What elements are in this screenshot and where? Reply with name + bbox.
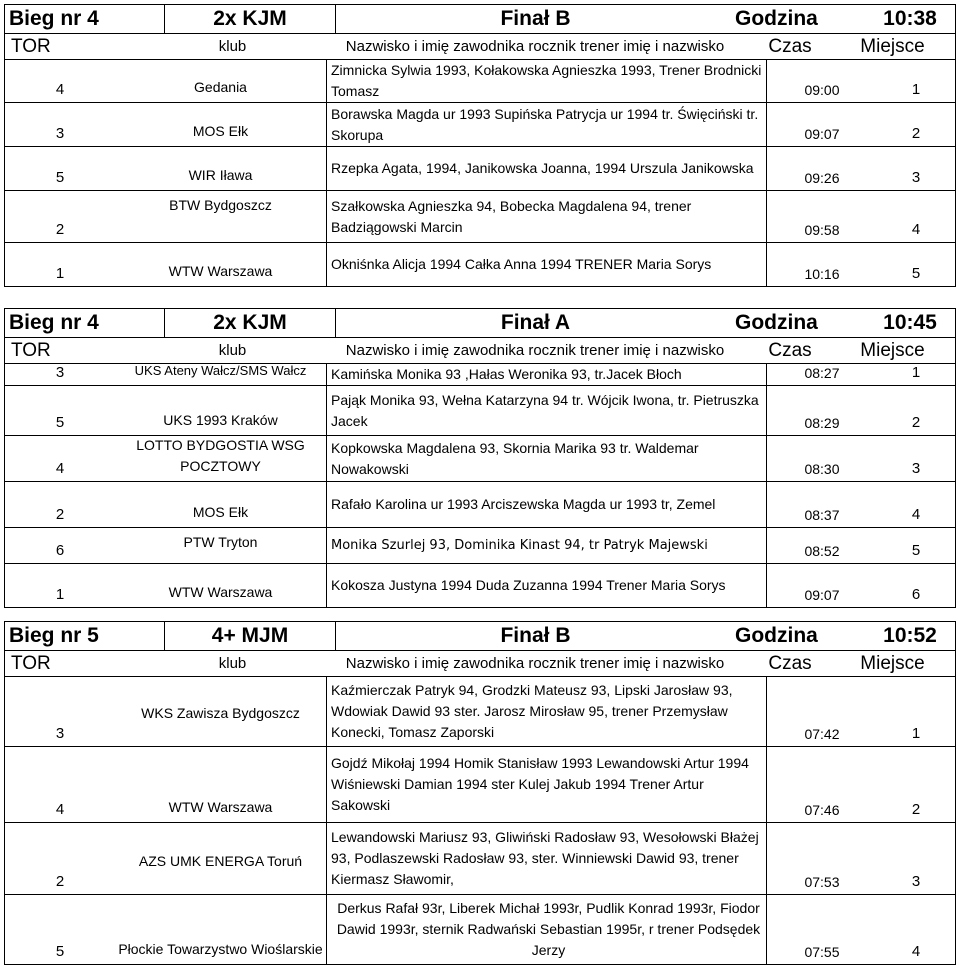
time: 07:42 xyxy=(804,726,840,742)
club: WKS Zawisza Bydgoszcz xyxy=(115,677,327,746)
lane: 2 xyxy=(55,506,65,523)
race-number: Bieg nr 5 xyxy=(5,622,165,650)
crew: Zimnicka Sylwia 1993, Kołakowska Agnieszka 1993, Trener Brodnicki Tomasz xyxy=(327,60,767,102)
place: 1 xyxy=(911,725,921,742)
lane: 4 xyxy=(55,81,65,98)
lane: 3 xyxy=(55,725,65,742)
club: LOTTO BYDGOSTIA WSG POCZTOWY xyxy=(115,436,327,481)
lane: 3 xyxy=(55,364,65,381)
col-czas: Czas xyxy=(768,339,812,361)
place: 1 xyxy=(911,81,921,98)
place: 2 xyxy=(911,801,921,818)
place: 3 xyxy=(911,169,921,186)
crew: Rafało Karolina ur 1993 Arciszewska Magda ur 1993 tr, Zemel xyxy=(327,482,767,527)
crew: Monika Szurlej 93, Dominika Kinast 94, tr Patryk Majewski xyxy=(327,528,767,563)
crew: Kaźmierczak Patryk 94, Grodzki Mateusz 93, Lipski Jarosław 93, Wdowiak Dawid 93 ster. Jarosz Mirosław 95, trener Przemysław Konecki, Tomasz Zaporski xyxy=(327,677,767,746)
crew: Lewandowski Mariusz 93, Gliwiński Radosław 93, Wesołowski Błażej 93, Podlaszewski Radosław 93, ster. Winniewski Dawid 93, trener Kiermasz Sławomir, xyxy=(327,823,767,894)
race-category: 2x KJM xyxy=(165,5,336,33)
place: 5 xyxy=(911,265,921,282)
time-label: Godzina xyxy=(735,624,818,647)
place: 3 xyxy=(911,873,921,890)
lane: 4 xyxy=(55,801,65,818)
place: 6 xyxy=(911,586,921,603)
time: 07:46 xyxy=(804,802,840,818)
race-section-2 xyxy=(4,308,956,608)
lane: 4 xyxy=(55,460,65,477)
time: 09:58 xyxy=(804,222,840,238)
table-row xyxy=(4,364,956,386)
race-category: 2x KJM xyxy=(165,309,336,337)
club: UKS Ateny Wałcz/SMS Wałcz xyxy=(115,364,327,385)
crew: Kopkowska Magdalena 93, Skornia Marika 93 tr. Waldemar Nowakowski xyxy=(327,436,767,481)
col-klub: klub xyxy=(218,342,247,359)
col-klub: klub xyxy=(218,655,247,672)
race-section-3 xyxy=(4,621,956,965)
table-row xyxy=(4,482,956,528)
lane: 2 xyxy=(55,873,65,890)
lane: 5 xyxy=(55,169,65,186)
club: UKS 1993 Kraków xyxy=(115,386,327,435)
crew: Gojdź Mikołaj 1994 Homik Stanisław 1993 Lewandowski Artur 1994 Wiśniewski Damian 1994 ster Kulej Jakub 1994 Trener Artur Sakowski xyxy=(327,747,767,822)
col-tor: TOR xyxy=(11,35,51,57)
time-label: Godzina xyxy=(735,7,818,30)
time: 08:30 xyxy=(804,461,840,477)
lane: 5 xyxy=(55,943,65,960)
place: 4 xyxy=(911,943,921,960)
lane: 1 xyxy=(55,586,65,603)
club: WIR Iława xyxy=(115,147,327,190)
club: MOS Ełk xyxy=(115,482,327,527)
col-klub: klub xyxy=(218,38,247,55)
race-number: Bieg nr 4 xyxy=(5,309,165,337)
race-header xyxy=(4,621,956,651)
time: 08:27 xyxy=(804,365,840,381)
crew: Okniśnka Alicja 1994 Całka Anna 1994 TRENER Maria Sorys xyxy=(327,243,767,286)
time: 09:07 xyxy=(804,126,840,142)
crew: Kamińska Monika 93 ,Hałas Weronika 93, tr.Jacek Błoch xyxy=(327,364,767,385)
club: WTW Warszawa xyxy=(115,564,327,607)
table-row xyxy=(4,60,956,103)
club: WTW Warszawa xyxy=(115,243,327,286)
table-row xyxy=(4,147,956,191)
col-tor: TOR xyxy=(11,339,51,361)
time: 09:00 xyxy=(804,82,840,98)
table-row xyxy=(4,528,956,564)
table-row xyxy=(4,243,956,287)
club: Gedania xyxy=(115,60,327,102)
table-row xyxy=(4,191,956,243)
col-czas: Czas xyxy=(768,652,812,674)
time-label: Godzina xyxy=(735,311,818,334)
time: 08:52 xyxy=(804,543,840,559)
place: 2 xyxy=(911,414,921,431)
col-name: Nazwisko i imię zawodnika rocznik trener imię i nazwisko xyxy=(345,655,725,672)
time: 07:55 xyxy=(804,944,840,960)
table-row xyxy=(4,564,956,608)
table-row xyxy=(4,103,956,147)
lane: 5 xyxy=(55,414,65,431)
column-header xyxy=(4,34,956,60)
lane: 3 xyxy=(55,125,65,142)
col-name: Nazwisko i imię zawodnika rocznik trener imię i nazwisko xyxy=(345,342,725,359)
col-miejsce: Miejsce xyxy=(860,339,925,361)
table-row xyxy=(4,677,956,747)
race-time: 10:45 xyxy=(883,311,937,334)
race-final: Finał B xyxy=(500,7,571,30)
col-miejsce: Miejsce xyxy=(860,652,925,674)
time: 09:07 xyxy=(804,587,840,603)
crew: Kokosza Justyna 1994 Duda Zuzanna 1994 Trener Maria Sorys xyxy=(327,564,767,607)
race-number: Bieg nr 4 xyxy=(5,5,165,33)
crew: Rzepka Agata, 1994, Janikowska Joanna, 1994 Urszula Janikowska xyxy=(327,147,767,190)
table-row xyxy=(4,386,956,436)
time: 08:37 xyxy=(804,507,840,523)
lane: 2 xyxy=(55,221,65,238)
column-header xyxy=(4,651,956,677)
lane: 1 xyxy=(55,265,65,282)
crew: Borawska Magda ur 1993 Supińska Patrycja ur 1994 tr. Święciński tr. Skorupa xyxy=(327,103,767,146)
table-row xyxy=(4,747,956,823)
crew: Szałkowska Agnieszka 94, Bobecka Magdalena 94, trener Badziągowski Marcin xyxy=(327,191,767,242)
col-tor: TOR xyxy=(11,652,51,674)
place: 5 xyxy=(911,542,921,559)
place: 3 xyxy=(911,460,921,477)
table-row xyxy=(4,823,956,895)
time: 10:16 xyxy=(804,266,840,282)
place: 4 xyxy=(911,221,921,238)
lane: 6 xyxy=(55,542,65,559)
club: MOS Ełk xyxy=(115,103,327,146)
race-final: Finał B xyxy=(500,624,571,647)
time: 09:26 xyxy=(804,170,840,186)
race-header xyxy=(4,4,956,34)
time: 08:29 xyxy=(804,415,840,431)
club: PTW Tryton xyxy=(115,528,327,563)
place: 2 xyxy=(911,125,921,142)
race-time: 10:38 xyxy=(883,7,937,30)
place: 4 xyxy=(911,506,921,523)
time: 07:53 xyxy=(804,874,840,890)
club: WTW Warszawa xyxy=(115,747,327,822)
race-category: 4+ MJM xyxy=(165,622,336,650)
col-name: Nazwisko i imię zawodnika rocznik trener imię i nazwisko xyxy=(345,38,725,55)
table-row xyxy=(4,436,956,482)
race-time: 10:52 xyxy=(883,624,937,647)
crew: Derkus Rafał 93r, Liberek Michał 1993r, Pudlik Konrad 1993r, Fiodor Dawid 1993r, sternik Radwański Sebastian 1995r, r trener Podsędek Jerzy xyxy=(327,895,767,964)
race-final: Finał A xyxy=(500,311,571,334)
table-row xyxy=(4,895,956,965)
col-miejsce: Miejsce xyxy=(860,35,925,57)
race-header xyxy=(4,308,956,338)
club: Płockie Towarzystwo Wioślarskie xyxy=(115,895,327,964)
club: AZS UMK ENERGA Toruń xyxy=(115,823,327,894)
race-section-1 xyxy=(4,4,956,287)
crew: Pająk Monika 93, Wełna Katarzyna 94 tr. Wójcik Iwona, tr. Pietruszka Jacek xyxy=(327,386,767,435)
club: BTW Bydgoszcz xyxy=(115,191,327,242)
place: 1 xyxy=(911,364,921,381)
col-czas: Czas xyxy=(768,35,812,57)
